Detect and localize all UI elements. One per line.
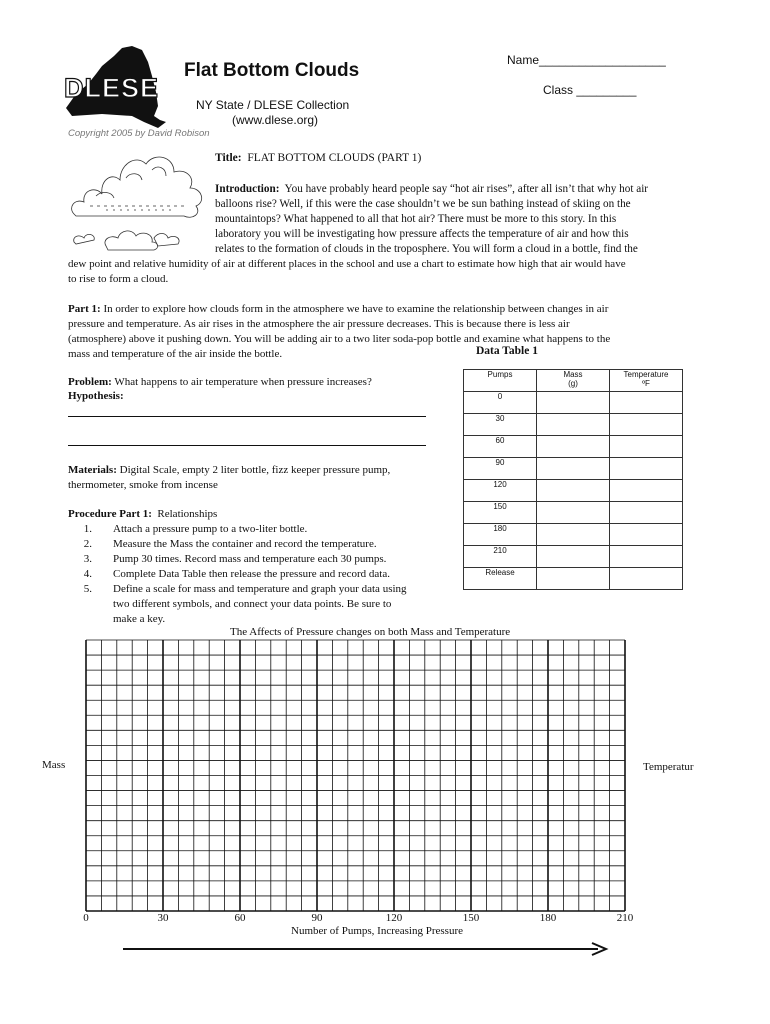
y-axis-label-right: Temperatur xyxy=(643,761,694,773)
materials-label: Materials: xyxy=(68,464,117,476)
part1-line: pressure and temperature. As air rises in the atmosphere the air pressure decreases. This is because there is less air xyxy=(68,318,570,330)
x-tick-label: 90 xyxy=(311,912,323,924)
hypothesis-label: Hypothesis: xyxy=(68,390,124,402)
procedure-step: 4. Complete Data Table then release the pressure and record data. xyxy=(83,568,390,580)
procedure-step: 5. Define a scale for mass and temperature and graph your data using xyxy=(83,583,407,595)
procedure-step: 2. Measure the Mass the container and record the temperature. xyxy=(83,538,377,550)
pumps-cell: Release xyxy=(464,568,537,590)
title-label: Title: xyxy=(215,152,242,164)
part1-line: mass and temperature of the air inside the bottle. xyxy=(68,348,283,360)
intro-line: balloons rise? Well, if this were the case shouldn’t we be sun bathing instead of skiing on the xyxy=(215,198,631,210)
pumps-cell: 90 xyxy=(464,458,537,480)
copyright: Copyright 2005 by David Robison xyxy=(68,128,210,139)
pumps-cell: 60 xyxy=(464,436,537,458)
name-field[interactable]: Name___________________ xyxy=(507,53,666,67)
intro-line: laboratory you will be investigating how pressure affects the temperature of air and how this xyxy=(215,228,629,240)
data-table-title: Data Table 1 xyxy=(476,345,538,357)
header-mass: Mass (g) xyxy=(537,370,610,392)
problem-text: What happens to air temperature when pressure increases? xyxy=(114,376,372,388)
part1-line: (atmosphere) above it pushing down. You will be adding air to a two liter soda-pop bottle and examine what happens to the xyxy=(68,333,611,345)
page-title: Flat Bottom Clouds xyxy=(184,60,360,81)
x-tick-label: 120 xyxy=(385,912,403,924)
header-temperature: Temperature ºF xyxy=(610,370,683,392)
intro-line: to rise to form a cloud. xyxy=(68,273,169,285)
chart-title: The Affects of Pressure changes on both Mass and Temperature xyxy=(230,626,511,638)
title-text: FLAT BOTTOM CLOUDS (PART 1) xyxy=(247,152,422,164)
x-axis-label: Number of Pumps, Increasing Pressure xyxy=(291,925,463,937)
pumps-cell: 180 xyxy=(464,524,537,546)
pumps-cell: 0 xyxy=(464,392,537,414)
collection-label: NY State / DLESE Collection xyxy=(196,98,350,112)
intro-line: relates to the formation of clouds in the troposphere. You will form a cloud in a bottle, find the xyxy=(215,243,638,255)
x-tick-label: 60 xyxy=(234,912,246,924)
pumps-cell: 30 xyxy=(464,414,537,436)
materials-text: thermometer, smoke from incense xyxy=(68,479,218,491)
procedure-sublabel: Relationships xyxy=(157,508,218,520)
x-tick-label: 150 xyxy=(462,912,480,924)
intro-line: You have probably heard people say “hot air rises”, after all isn’t that why hot air xyxy=(284,183,649,195)
problem-label: Problem: xyxy=(68,376,112,388)
procedure-step-cont: two different symbols, and connect your data points. Be sure to xyxy=(113,598,392,610)
pumps-cell: 150 xyxy=(464,502,537,524)
y-axis-label-left: Mass xyxy=(42,759,66,771)
x-tick-label: 180 xyxy=(539,912,557,924)
header-pumps: Pumps xyxy=(464,370,537,392)
x-tick-label: 0 xyxy=(83,912,89,924)
introduction-label: Introduction: xyxy=(215,183,280,195)
class-field[interactable]: Class _________ xyxy=(543,83,637,97)
materials-text: Digital Scale, empty 2 liter bottle, fizz keeper pressure pump, xyxy=(119,464,391,476)
intro-line: mountaintops? What happened to all that hot air? There must be more to this story. In this xyxy=(215,213,617,225)
dlese-logo-text: DLESE xyxy=(64,73,160,103)
pumps-cell: 210 xyxy=(464,546,537,568)
procedure-step: 1. Attach a pressure pump to a two-liter bottle. xyxy=(83,523,308,535)
intro-line: dew point and relative humidity of air at different places in the school and use a chart to estimate how high that air would have xyxy=(68,258,626,270)
part1-label: Part 1: xyxy=(68,303,101,315)
procedure-step: 3. Pump 30 times. Record mass and temperature each 30 pumps. xyxy=(83,553,387,565)
procedure-label: Procedure Part 1: xyxy=(68,508,152,520)
x-tick-label: 30 xyxy=(157,912,169,924)
pumps-cell: 120 xyxy=(464,480,537,502)
part1-line: In order to explore how clouds form in the atmosphere we have to examine the relationship between changes in air xyxy=(103,303,609,315)
procedure-step-cont: make a key. xyxy=(113,613,166,625)
collection-url: (www.dlese.org) xyxy=(232,113,319,127)
x-tick-label: 210 xyxy=(616,912,634,924)
